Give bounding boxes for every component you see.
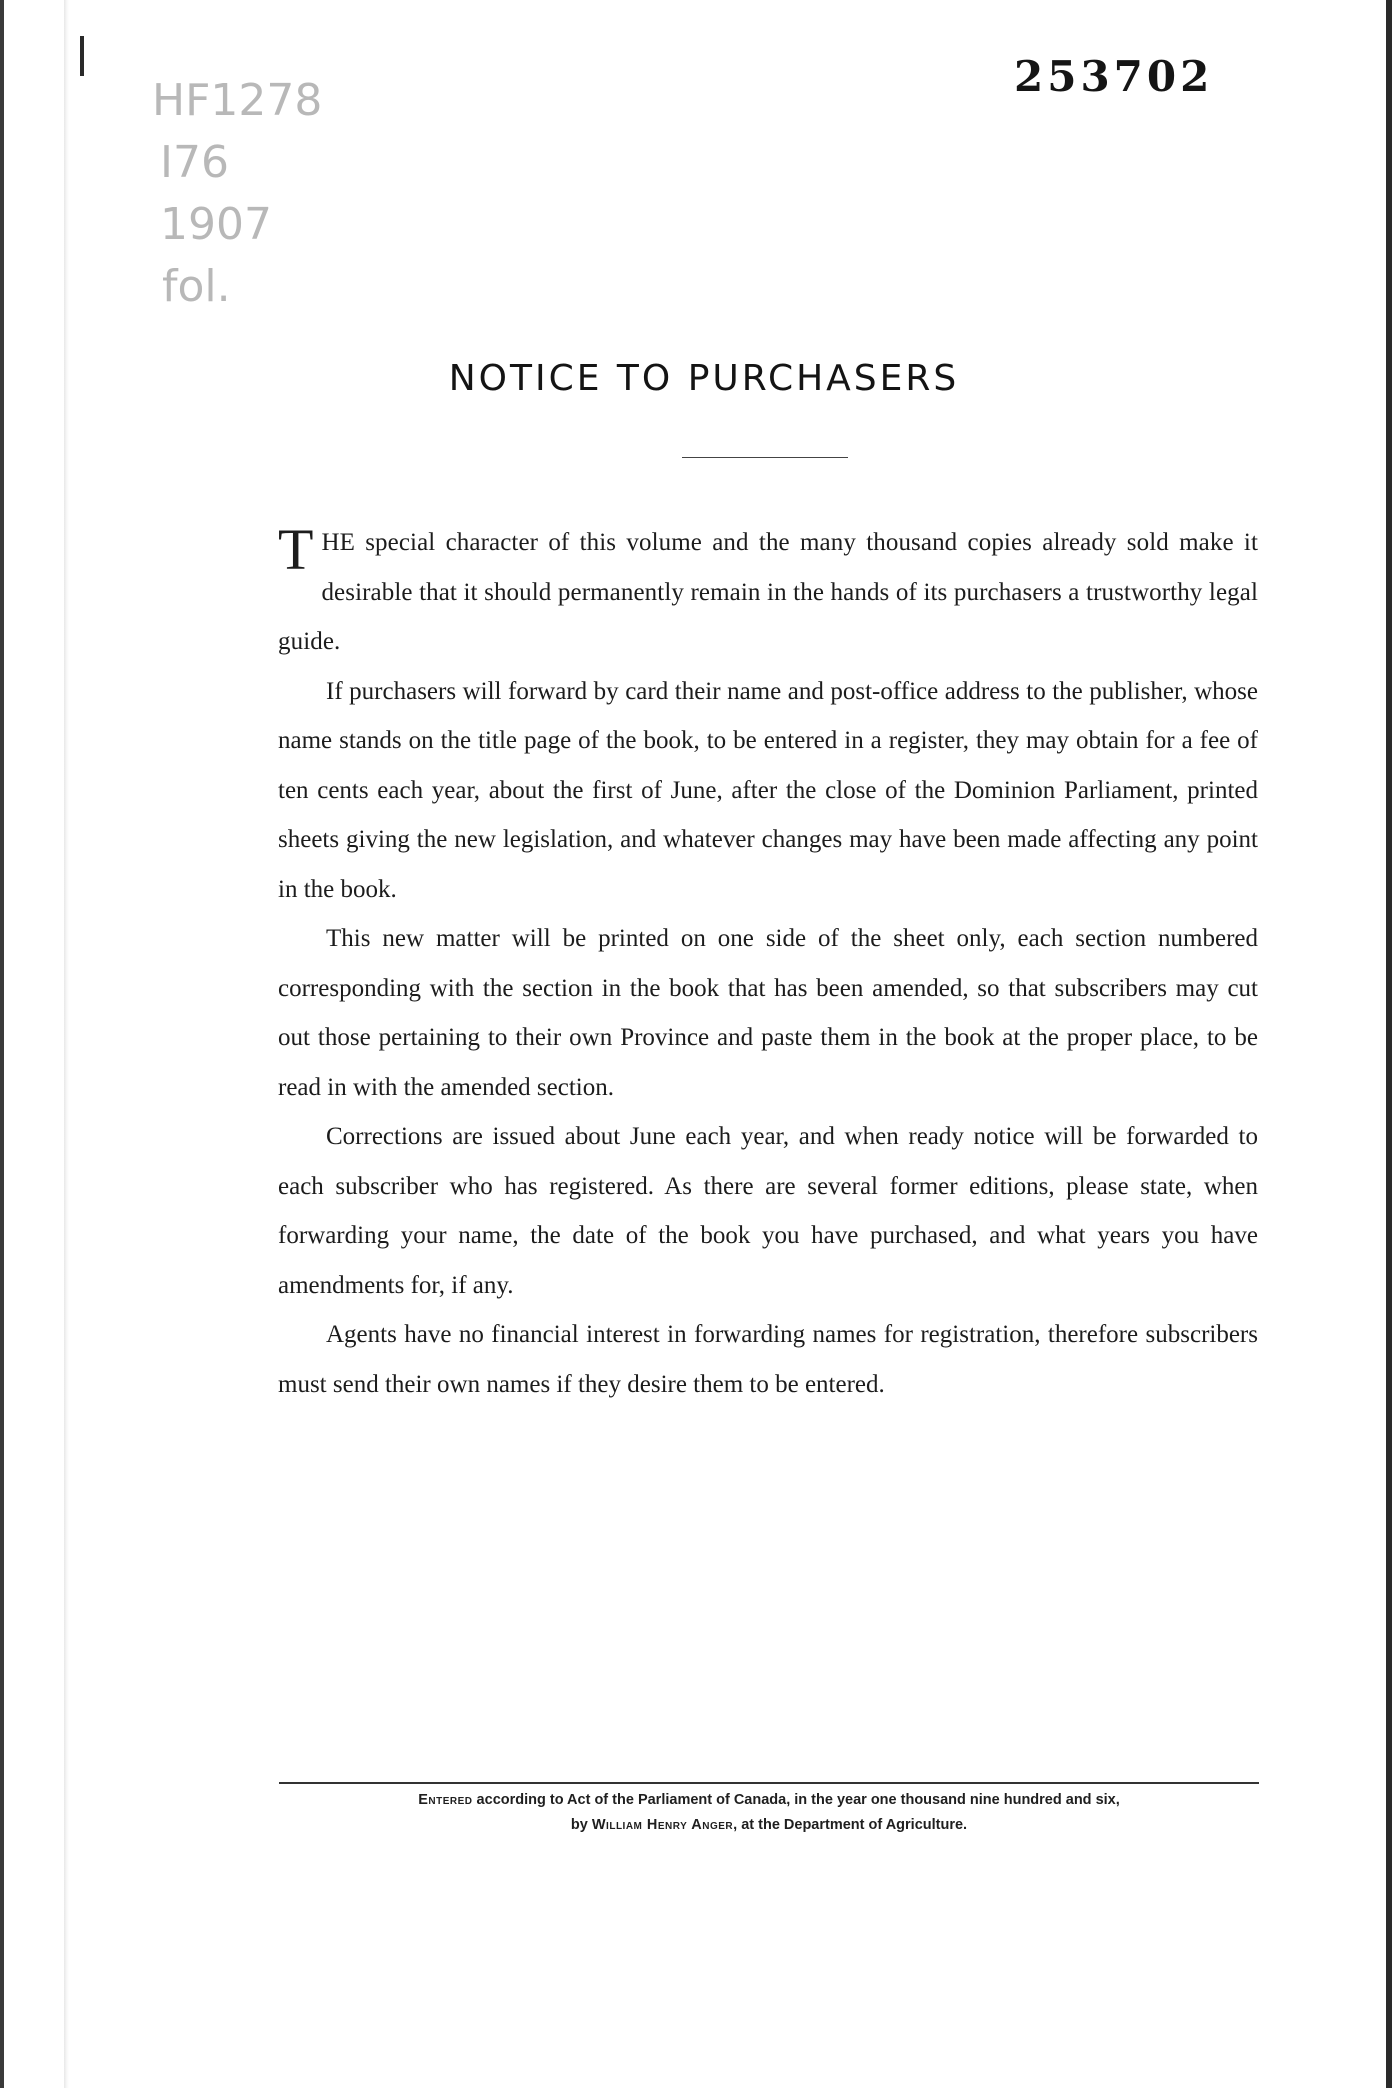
- footer-rule: [279, 1782, 1259, 1784]
- paragraph: Corrections are issued about June each year, and when ready notice will be forwarded to each subscriber who has registered. As there are several former editions, please state, when forwarding your name, the date of the book you have purchased, and what years you have amendments for, if any.: [278, 1123, 1258, 1299]
- handwritten-call-number: [152, 70, 352, 318]
- accession-number: 253702: [1014, 52, 1214, 101]
- call-number-line: HF1278: [152, 75, 323, 126]
- call-number-line: fol.: [162, 261, 231, 312]
- footer-author-name: William Henry Anger: [591, 1817, 734, 1833]
- paragraph: Agents have no financial interest in forwarding names for registration, therefore subscribers must send their own names if they desire them to be entered.: [278, 1321, 1258, 1398]
- footer-line-1: [264, 1788, 1274, 1813]
- footer-entered: Entered: [418, 1792, 473, 1808]
- footer-line-2: [264, 1813, 1274, 1838]
- call-number-line: 1907: [160, 199, 272, 250]
- paragraph-text: HE special character of this volume and the many thousand copies already sold make it desirable that it should permanently remain in the hands of its purchasers a trustworthy legal guide.: [278, 529, 1258, 655]
- paragraph: This new matter will be printed on one side of the sheet only, each section numbered corresponding with the section in the book that has been amended, so that subscribers may cut out those pertaining to their own Province and paste them in the book at the proper place, to be read in with the amended section.: [278, 925, 1258, 1101]
- call-number-line: I76: [160, 137, 229, 188]
- spine-mark: [80, 36, 84, 76]
- footer-line-1-text: according to Act of the Parliament of Canada, in the year one thousand nine hundred and six,: [472, 1792, 1120, 1808]
- copyright-footer: [264, 1788, 1274, 1838]
- page-spine-shadow: [64, 0, 69, 2088]
- title-divider: [682, 457, 848, 458]
- drop-cap: T: [278, 517, 314, 582]
- notice-body: [278, 518, 1258, 1409]
- page-title: NOTICE TO PURCHASERS: [448, 358, 960, 399]
- footer-line-2-text: , at the Department of Agriculture.: [733, 1817, 968, 1833]
- footer-by: by: [570, 1817, 592, 1833]
- paragraph: [278, 518, 1258, 667]
- paragraph: If purchasers will forward by card their name and post-office address to the publisher, whose name stands on the title page of the book, to be entered in a register, they may obtain for a fee of ten cents each year, about the first of June, after the close of the Dominion Parliament, printed sheets giving the new legislation, and whatever changes may have been made affecting any point in the book.: [278, 677, 1258, 903]
